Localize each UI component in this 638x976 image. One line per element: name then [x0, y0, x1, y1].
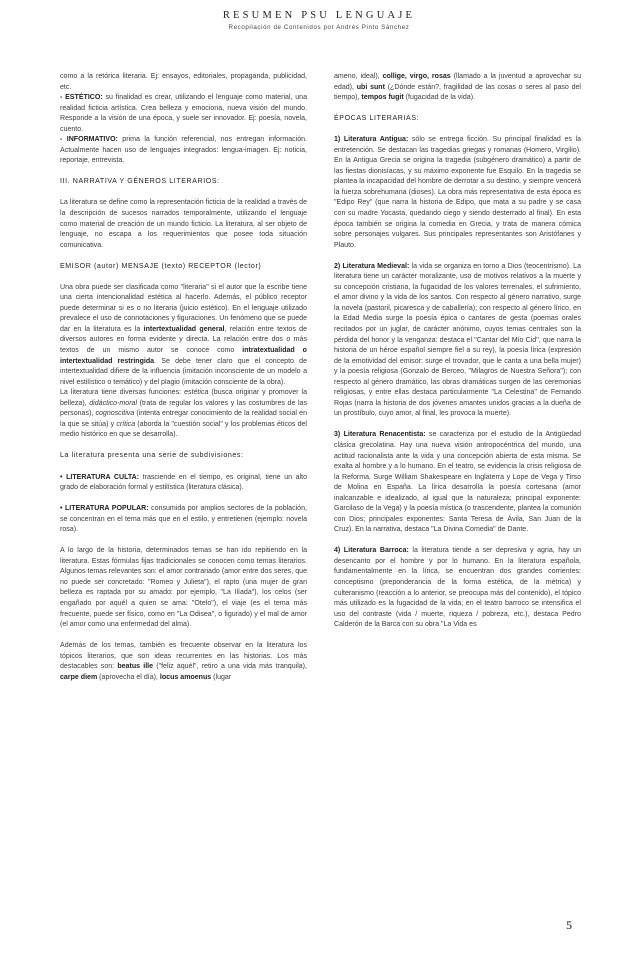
paragraph-text: . Se debe tener claro que el concepto de intertextualidad difiere de la influencia (imitación inconsciente de un modelo a nivel estilístico o temático) y del plagio (imitación consciente de la obra).	[60, 357, 307, 386]
paragraph	[334, 262, 581, 420]
right-column	[334, 72, 581, 631]
section-heading: ÉPOCAS LITERARIAS:	[334, 115, 420, 123]
paragraph-text: Además de los temas, también es frecuente observar en la literatura los tópicos literarios, que son ideas recurrentes en las historias. Los más destacables son:	[60, 642, 307, 671]
bold-term: intertextualidad general	[143, 325, 225, 333]
term-label: 1) Literatura Antigua:	[334, 136, 409, 144]
paragraph-text: Una obra puede ser clasificada como "literaria" si el autor que la escribe tiene una cierta intencionalidad estética al hacerlo. Además, el público receptor puede determinar si es o no literaria (juicio estético). En el lenguaje utilizado prevalece el uso de connotaciones y figuraciones. Un fenómeno que se puede dar en la literatura es la	[60, 283, 307, 333]
paragraph-text: se caracteriza por el estudio de la Antigüedad clásica grecolatina. Hay una nueva visión antropocéntrica del mundo, una actitud racionalista ante la vida y una concepción abierta de esta misma. Se exalta al hombre y a lo humano. En el teatro, se evidencia la crisis religiosa de la Reforma. Surge William Shakespeare en Inglaterra y Lope de Vega y Tirso de Molina en España. La lírica desarrolla la poesía cortesana (amor inalcanzable e idealizado, al igual que la naturaleza; principal exponente: Garcilaso de la Vega) y la poesía mística (o trascendente, plantea la comunión con Dios; principales exponentes: Santa Teresa de Ávila, San Juan de la Cruz). En la narrativa, destaca "La Divina Comedia" de Dante.	[334, 431, 581, 534]
paragraph	[60, 283, 307, 388]
term-label: • LITERATURA POPULAR:	[60, 505, 149, 513]
paragraph-text: La literatura tiene diversas funciones:	[60, 389, 185, 397]
paragraph-text: consumida por amplios sectores de la población, se concentran en el tema más que en el estilo, y entretienen (ejemplo: novela rosa).	[60, 505, 307, 534]
paragraph	[60, 135, 307, 167]
bold-term: locus amoenus	[159, 673, 212, 681]
paragraph-text: , relación entre textos de diversos autores en forma evidente y directa. La relación entre dos o más textos de un mismo autor se conoce como	[60, 325, 308, 355]
bold-term: tempos fugit	[361, 94, 404, 102]
paragraph-text: (busca originar y promover la belleza),	[60, 389, 307, 407]
section-heading: III. NARRATIVA Y GÉNEROS LITERARIOS:	[60, 178, 220, 186]
communication-scheme: EMISOR (autor) MENSAJE (texto) RECEPTOR (lector)	[60, 262, 262, 270]
paragraph-text: prima la función referencial, nos entregan información. Actualmente hacen uso de lenguajes integrados: lengua-imagen. Ej: noticia, reportaje, entrevista.	[60, 136, 307, 165]
italic-term: crítica	[116, 420, 136, 428]
bold-term: intratextualidad o intertextualidad restringida	[60, 347, 307, 365]
paragraph: como a la retórica literaria. Ej: ensayos, editoriales, propaganda, publicidad, etc.	[60, 73, 307, 91]
paragraph: A lo largo de la historia, determinados temas se han ido repitiendo en la literatura. Estas fórmulas fijas tradicionales se conocen como temas literarios. Algunos temas relevantes son: el amor contrariado (amor entre dos seres, que no puede ser concretado: "Romeo y Julieta"), el rapto (una mujer de gran belleza es raptada por su amado: por ejemplo, "La Ilíada"), los celos (ser engañado por aquél a quien se ama: "Otelo"), el viaje (es el tema más frecuente, puede ser físico, como en "La Odisea", o figurado) y el mal de amor (el amor como una enfermedad del alma).	[60, 547, 307, 629]
term-label: • LITERATURA CULTA:	[60, 473, 140, 481]
paragraph-text: (aprovecha el día),	[97, 673, 160, 681]
document-subtitle: Recopilación de Contenidos por Andrés Pinto Sánchez	[228, 24, 410, 31]
bold-term: collige, virgo, rosas	[382, 73, 451, 80]
paragraph	[60, 93, 307, 135]
subheading: La literatura presenta una serie de subdivisiones:	[60, 452, 244, 460]
paragraph	[60, 641, 307, 683]
paragraph	[334, 135, 581, 251]
paragraph-text: ameno, ideal),	[334, 73, 383, 80]
left-column	[60, 72, 307, 683]
paragraph-text: (trata de regular los valores y las costumbres de las personas),	[60, 399, 308, 418]
term-label: - INFORMATIVO:	[60, 136, 118, 144]
bold-term: carpe diem	[60, 673, 98, 681]
paragraph	[334, 72, 581, 104]
italic-term: cognoscitiva	[95, 410, 135, 418]
page-header	[0, 10, 638, 31]
paragraph	[60, 388, 307, 441]
paragraph-text: (¿Dónde están?, fragilidad de las cosas o seres al paso del tiempo),	[334, 83, 581, 102]
bold-term: beatus ille	[117, 663, 154, 671]
document-title: RESUMEN PSU LENGUAJE	[222, 10, 416, 21]
paragraph	[334, 430, 581, 535]
paragraph: La literatura se define como la representación ficticia de la realidad a través de la descripción de sucesos narrados temporalmente, utilizando el lenguaje como material de creación de un mundo ficticio. La literatura, al ser objeto de lenguaje, no escapa a los requerimientos que posee toda situación comunicativa.	[60, 199, 307, 249]
term-label: 2) Literatura Medieval:	[334, 262, 410, 270]
page-number: 5	[566, 918, 572, 932]
paragraph-text: la literatura tiende a ser depresiva y agria, hay un desencanto por el hombre y por lo humano. En la literatura española, fundamentalmente en la lírica, se encuentran dos grandes corrientes: conceptismo (preponderancia de la forma estética, de la métrica) y culteranismo (reacción a lo anterior, se preocupa más del contenido), el tópico más utilizado es la fugacidad de la vida; en el teatro barroco se intensifica el uso del contraste (vida / muerte, riqueza / pobreza, etc.), destaca Pedro Calderón de la Barca con su obra "La Vida es	[334, 547, 581, 629]
paragraph-text: ("feliz aquél", retiro a una vida más tranquila),	[153, 663, 307, 671]
list-item	[60, 473, 307, 494]
paragraph-text: sólo se entrega ficción. Su principal finalidad es la entretención. Se destacan las tragedias griegas y romanas (Homero, Virgilio). En la Antigua Grecia se origina la tragedia (subgénero dramático) a partir de las fiestas dionisíacas, y su máximo exponente fue Esquilo. En la tragedia se plantea la incapacidad del hombre de derrotar a su destino, y siempre vencerá la fuerza sobrehumana (dioses). La obra más representativa de esta época es "Edipo Rey" (que narra la historia de Edipo, que mata a su padre y se casa con su madre Yocasta, quedando ciego y siendo desterrado al final). En esta época también se origina la comedia en Grecia, y trata de manera cómica sobre personajes vulgares. Sus principales representantes son Aristófanes y Plauto.	[334, 136, 581, 249]
bold-term: ubi sunt	[356, 83, 385, 91]
paragraph-text: (lugar	[211, 673, 232, 681]
italic-term: estética	[184, 389, 209, 397]
paragraph-text: su finalidad es crear, utilizando el lenguaje como material, una realidad ficticia artística. Crea belleza y emociona, nueva visión del mundo. Responde a la visión de una época, y suele ser innovador. Ej: poesía, novela, cuento.	[60, 94, 307, 133]
paragraph-text: la vida se organiza en torno a Dios (teocentrismo). La literatura tiene un carácter moralizante, uso de motivos relativos a la muerte y su concepción cristiana, la fugacidad de los valores terrenales, el sufrimiento, el amor divino y la vida de los santos. Con respecto al género narrativo, surge la novela (pastoril, picaresca y de caballería); con respecto al género lírico, en la Edad Media surge la poesía épica o cantares de gesta (poemas orales recitados por un juglar, de carácter anónimo, cuyos temas centrales son la pérdida del honor y la venganza: destaca el "Cantar del Mío Cid", que narra la historia de un héroe español siempre fiel a su rey), la poesía lírica (expresión de la emotividad del emisor: surge el trovador, que le canta a una bella mujer) y la poesía religiosa (Gonzalo de Berceo, "Milagros de Nuestra Señora"); con respecto al género dramático, las obras dramáticas surgen de las ceremonias religiosas, y entre ellas destaca particularmente "La Celestina" de Fernando Rojas (narra la historia de dos jóvenes amantes unidos gracias a la dueña de un prostíbulo, cuyo amor, al final, les provoca la muerte).	[334, 262, 581, 418]
italic-term: didáctico-moral	[89, 399, 138, 407]
term-label: - ESTÉTICO:	[60, 94, 103, 102]
term-label: 3) Literatura Renacentista:	[334, 431, 426, 439]
paragraph-text: (aborda la "cuestión social" y los problemas éticos del medio histórico en que se desarrolla).	[60, 420, 307, 439]
paragraph-text: trasciende en el tiempo, es original, tiene un alto grado de elaboración formal y estilística (literatura clásica).	[60, 473, 307, 492]
term-label: 4) Literatura Barroca:	[334, 547, 409, 555]
paragraph-text: (llamado a la juventud a aprovechar su edad),	[334, 73, 581, 91]
paragraph	[334, 546, 581, 630]
list-item	[60, 504, 307, 536]
paragraph-text: (fugacidad de la vida).	[403, 94, 475, 102]
paragraph-text: (intenta entregar conocimiento de la realidad social en la que se sitúa) y	[60, 410, 307, 428]
